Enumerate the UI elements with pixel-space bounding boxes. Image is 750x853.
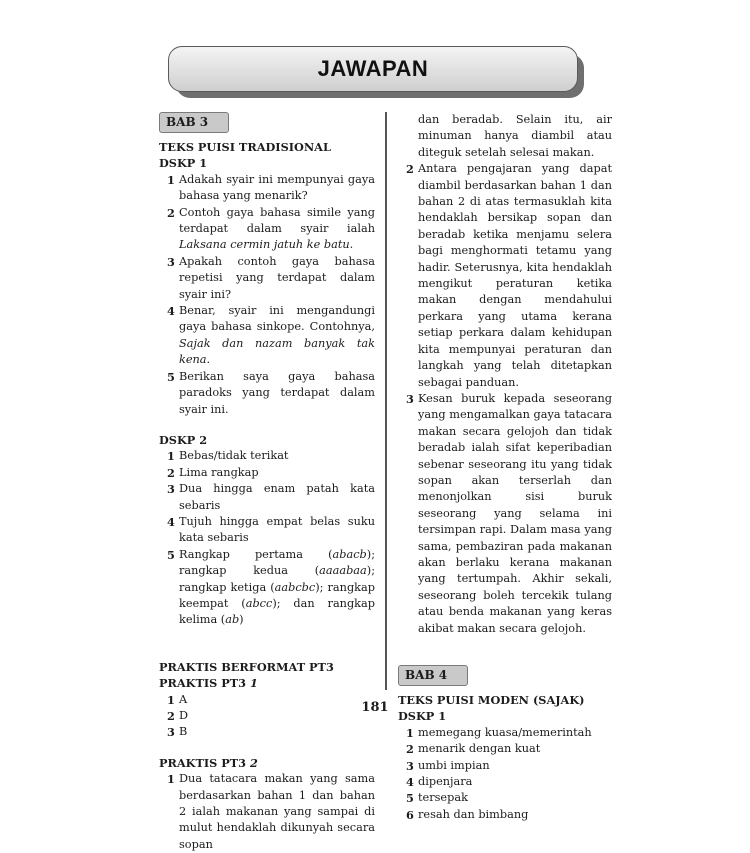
title-banner xyxy=(168,46,578,92)
list-item: 5 tersepak xyxy=(406,791,468,806)
list-item: 2 menarik dengan kuat xyxy=(406,742,541,757)
list-item: 2 Contoh gaya bahasa simile yang terdapat dalam syair ialah Laksana cermin jatuh ke batu. xyxy=(167,205,375,252)
bab-4-tag: BAB 4 xyxy=(398,665,468,686)
praktis-pt3-2-label: PRAKTIS PT3 2 xyxy=(159,755,258,770)
list-item: 3 Apakah contoh gaya bahasa repetisi yang terdapat dalam syair ini? xyxy=(167,254,375,301)
page-number: 181 xyxy=(361,700,389,715)
dskp1-list-bab3 xyxy=(159,172,375,418)
list-item: 5 Rangkap pertama (abacb); rangkap kedua (aaaabaa); rangkap ketiga (aabcbc); rangkap keempat (abcc); dan rangkap kelima (ab) xyxy=(167,547,375,627)
right-column xyxy=(398,112,612,823)
dskp2-label-bab3: DSKP 2 xyxy=(159,432,208,447)
praktis-pt3-2-list xyxy=(159,771,375,853)
bab-3-tag: BAB 3 xyxy=(159,112,229,133)
list-item: 5 Berikan saya gaya bahasa paradoks yang terdapat dalam syair ini. xyxy=(167,369,375,416)
list-item: 2 Antara pengajaran yang dapat diambil berdasarkan bahan 1 dan bahan 2 di atas termasuklah kita hendaklah bersikap sopan dan beradab ketika menjamu selera bagi menghormati tetamu yang hadir. Seterusnya, kita hendaklah mengikut peraturan ketika makan dengan mendahului perkara yang utama kerana setiap perkara dalam kehidupan kita mempunyai peraturan dan langkah yang telah ditetapkan sebagai panduan. xyxy=(406,162,612,389)
page-title: JAWAPAN xyxy=(317,56,429,81)
dskp1-list-bab4 xyxy=(398,725,612,823)
column-divider xyxy=(385,112,387,690)
list-item: 6 resah dan bimbang xyxy=(406,807,529,822)
praktis-pt3-1-label: PRAKTIS PT3 1 xyxy=(159,676,258,691)
list-item: 1 Bebas/tidak terikat xyxy=(167,449,289,464)
list-item: 4 Benar, syair ini mengandungi gaya bahasa sinkope. Contohnya, Sajak dan nazam banyak tak kena. xyxy=(167,304,375,367)
dskp1-label-bab3: DSKP 1 xyxy=(159,156,208,171)
list-item: 3 Dua hingga enam patah kata sebaris xyxy=(167,482,375,512)
list-item: 3 Kesan buruk kepada seseorang yang mengamalkan gaya tatacara makan secara gelojoh dan tidak beradab ialah sifat keperibadian sebenar seseorang itu yang tidak sopan akan terserlah dan menonjolkan sisi buruk seseorang yang selama ini tersimpan rapi. Dalam masa yang sama, pembaziran pada makanan akan berlaku kerana makanan yang tertumpah. Akhir sekali, seseorang boleh tercekik tulang atau benda makanan yang keras akibat makan secara gelojoh. xyxy=(406,391,612,635)
list-item: 1 A xyxy=(167,692,188,707)
list-item: 2 D xyxy=(167,709,189,723)
list-item: 4 Tujuh hingga empat belas suku kata sebaris xyxy=(167,514,375,545)
list-item: 1 Adakah syair ini mempunyai gaya bahasa yang menarik? xyxy=(167,172,375,203)
section-title-bab4: TEKS PUISI MODEN (SAJAK) xyxy=(398,693,585,707)
list-item: 3 umbi impian xyxy=(406,758,490,773)
list-item: 2 Lima rangkap xyxy=(167,465,259,480)
section-title-bab3: TEKS PUISI TRADISIONAL xyxy=(159,140,331,154)
left-column xyxy=(159,112,375,853)
list-item: 1 memegang kuasa/memerintah xyxy=(406,725,592,740)
praktis-title: PRAKTIS BERFORMAT PT3 xyxy=(159,659,334,674)
praktis-pt3-1-list xyxy=(159,692,375,741)
dskp1-label-bab4: DSKP 1 xyxy=(398,709,447,724)
list-item: 1 Dua tatacara makan yang sama berdasarkan bahan 1 dan bahan 2 ialah makanan yang sampai di mulut hendaklah dikunyah secara sopan xyxy=(167,772,375,851)
dskp2-list-bab3 xyxy=(159,448,375,628)
list-item: 3 B xyxy=(167,725,188,740)
list-item: dan beradab. Selain itu, air minuman hanya diambil atau diteguk setelah selesai makan. xyxy=(418,113,612,159)
praktis-pt3-2-list-continued xyxy=(398,112,612,637)
list-item: 4 dipenjara xyxy=(406,775,473,790)
